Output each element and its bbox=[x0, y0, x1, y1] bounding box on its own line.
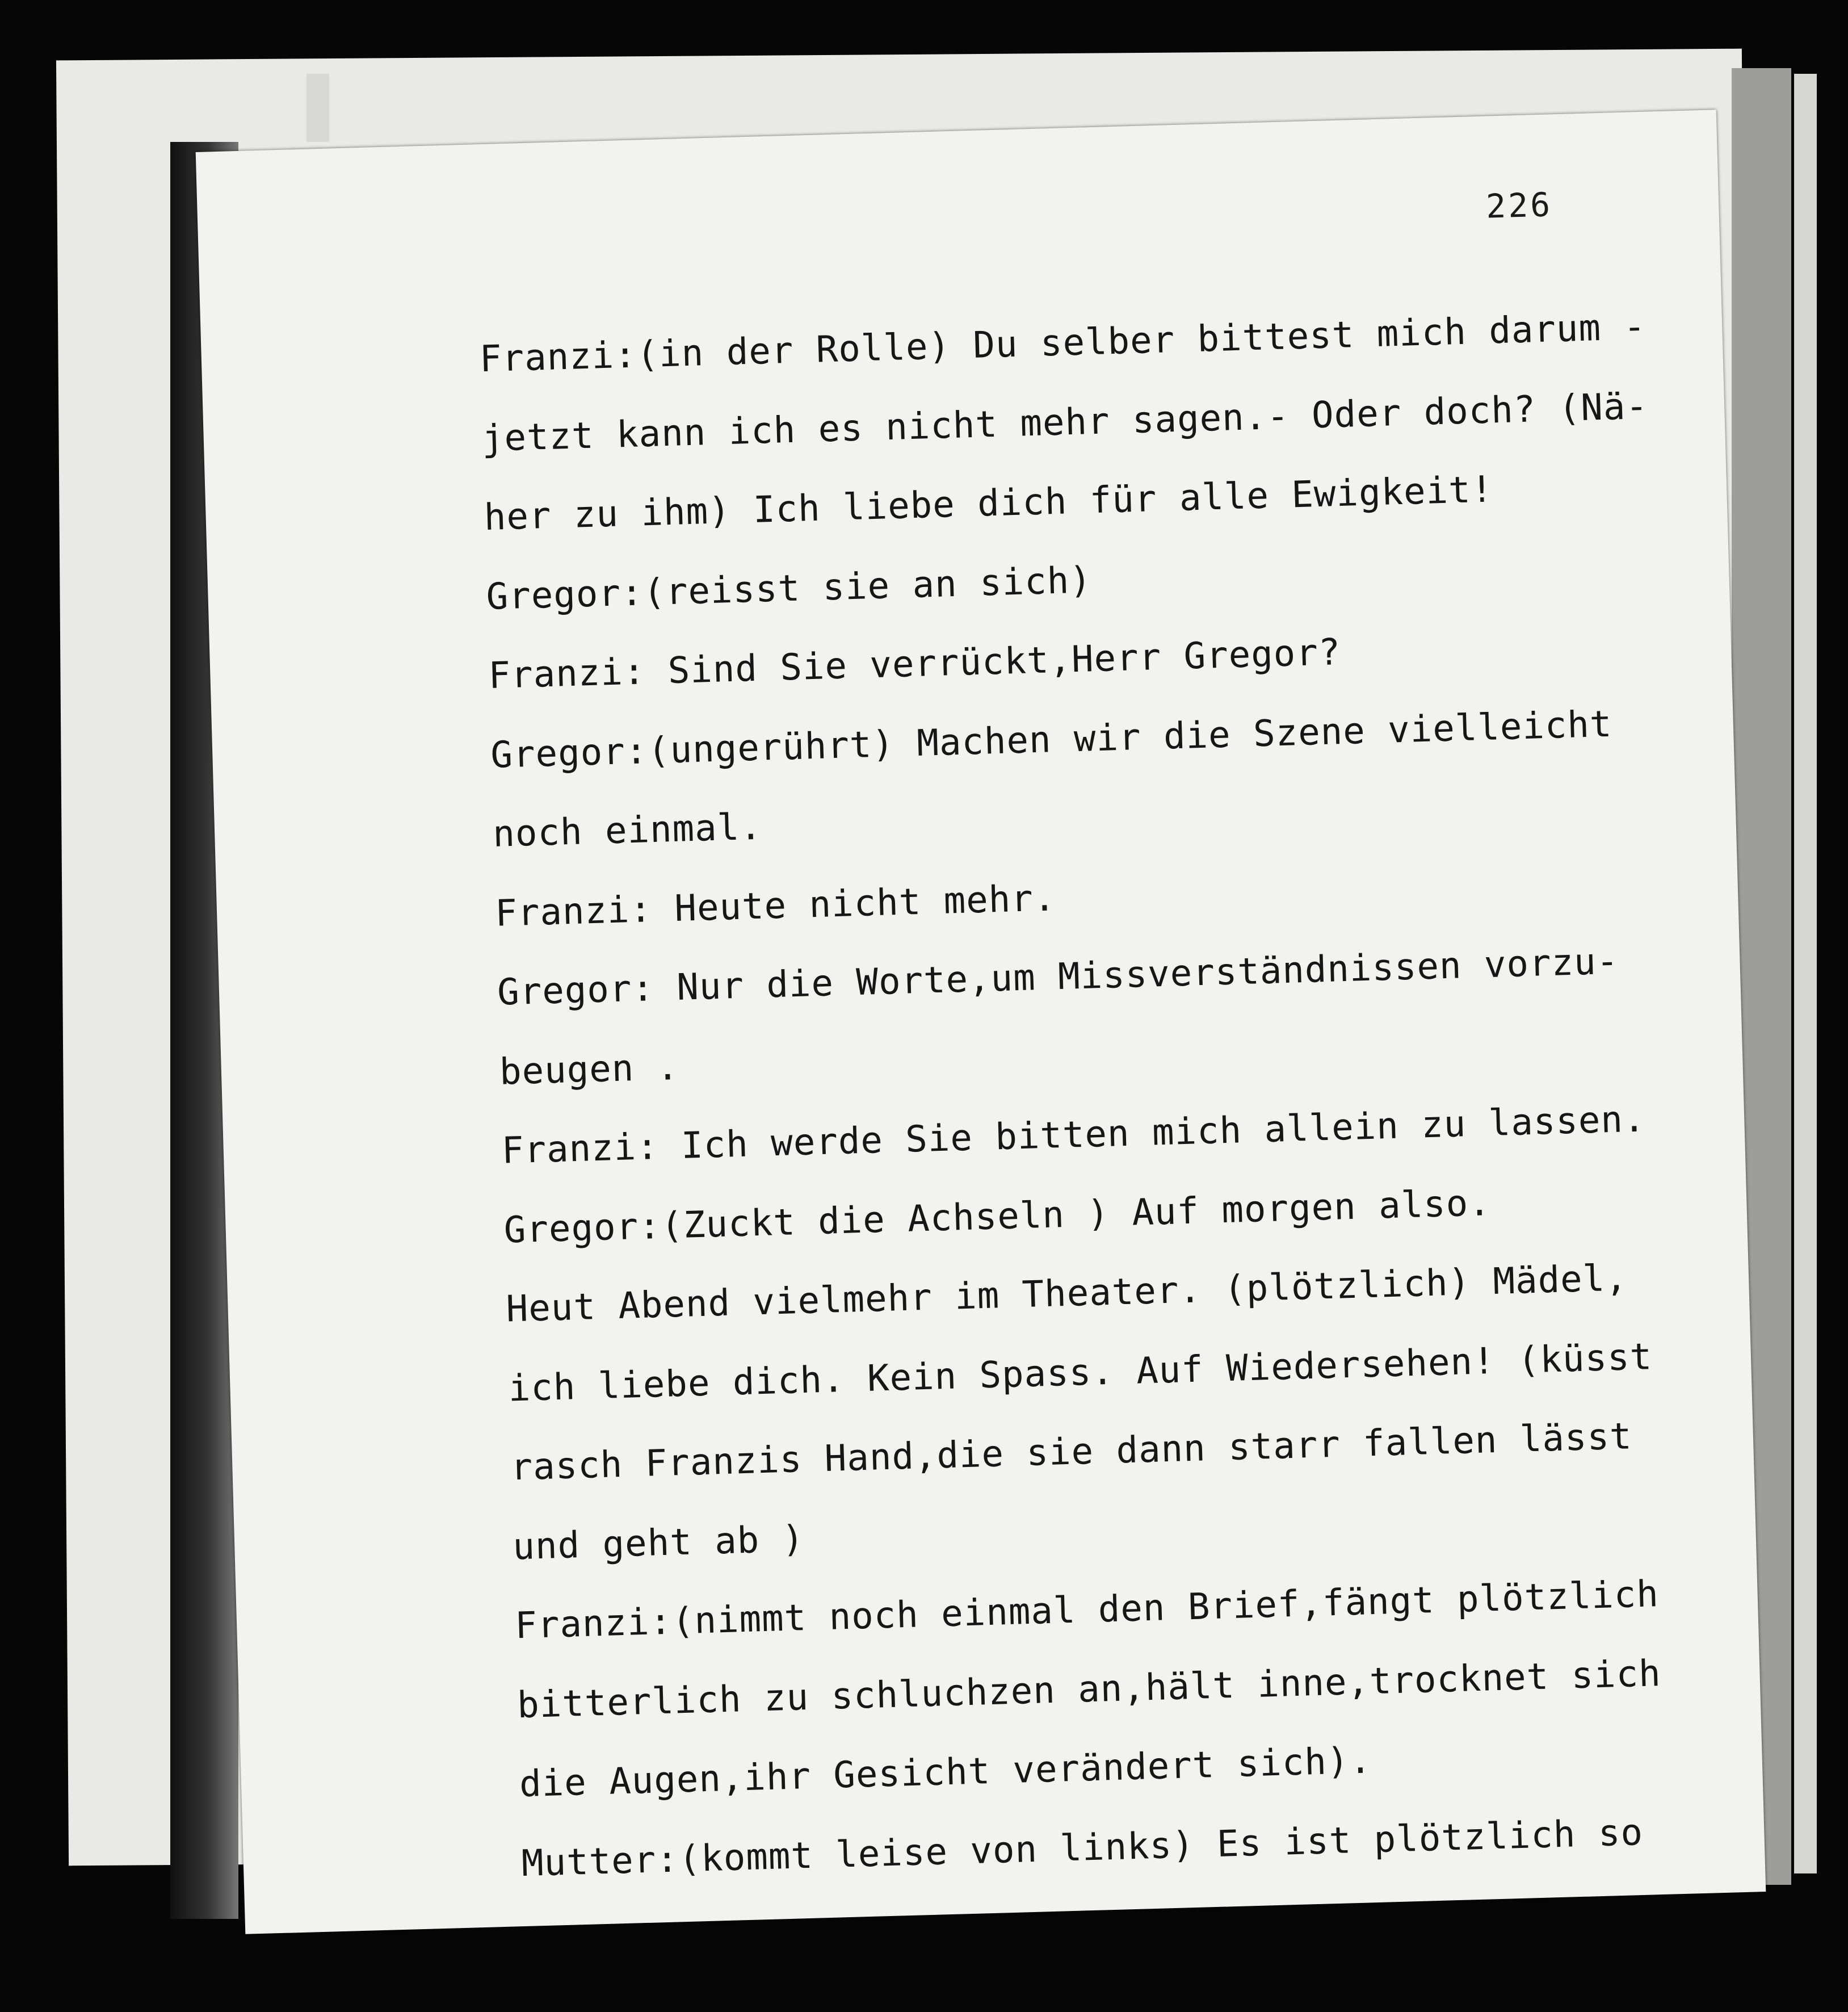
text-line: her zu ihm) Ich liebe dich für alle Ewigkeit! bbox=[483, 468, 1494, 539]
text-line: die Augen,ihr Gesicht verändert sich). bbox=[519, 1739, 1372, 1806]
text-line: jetzt kann ich es nicht mehr sagen.- Oder doch? (Nä- bbox=[481, 385, 1649, 460]
text-line: Gregor:(reisst sie an sich) bbox=[485, 559, 1093, 618]
text-line: rasch Franzis Hand,die sie dann starr fallen lässt bbox=[510, 1415, 1633, 1489]
page-edge bbox=[1794, 74, 1817, 1873]
text-line: noch einmal. bbox=[492, 806, 763, 856]
text-line: bitterlich zu schluchzen an,hält inne,trocknet sich bbox=[516, 1652, 1662, 1726]
paper-tab bbox=[306, 74, 329, 142]
text-line: ich liebe dich. Kein Spass. Auf Wiedersehen! (küsst bbox=[507, 1335, 1653, 1410]
text-line: Gregor: Nur die Worte,um Missverständnissen vorzu- bbox=[497, 940, 1620, 1014]
typewritten-page bbox=[196, 110, 1766, 1934]
page-number: 226 bbox=[1485, 185, 1553, 226]
text-line: Franzi: Heute nicht mehr. bbox=[494, 877, 1057, 935]
text-line: beugen . bbox=[499, 1046, 680, 1093]
text-line: Franzi: Sind Sie verrückt,Herr Gregor? bbox=[488, 631, 1342, 697]
script-text bbox=[478, 286, 1742, 1904]
text-line: Franzi:(nimmt noch einmal den Brief,fängt plötzlich bbox=[514, 1573, 1660, 1648]
text-line: und geht ab ) bbox=[512, 1518, 805, 1568]
text-line: Franzi:(in der Rolle) Du selber bittest mich darum - bbox=[479, 305, 1647, 381]
text-line: Mutter:(kommt leise von links) Es ist plötzlich so bbox=[521, 1811, 1644, 1885]
text-line: Gregor:(Zuckt die Achseln ) Auf morgen also. bbox=[503, 1181, 1492, 1252]
text-line: Franzi: Ich werde Sie bitten mich allein zu lassen. bbox=[501, 1098, 1647, 1172]
text-line: Gregor:(ungerührt) Machen wir die Szene vielleicht bbox=[490, 703, 1613, 777]
text-line: Heut Abend vielmehr im Theater. (plötzlich) Mädel, bbox=[505, 1257, 1628, 1331]
